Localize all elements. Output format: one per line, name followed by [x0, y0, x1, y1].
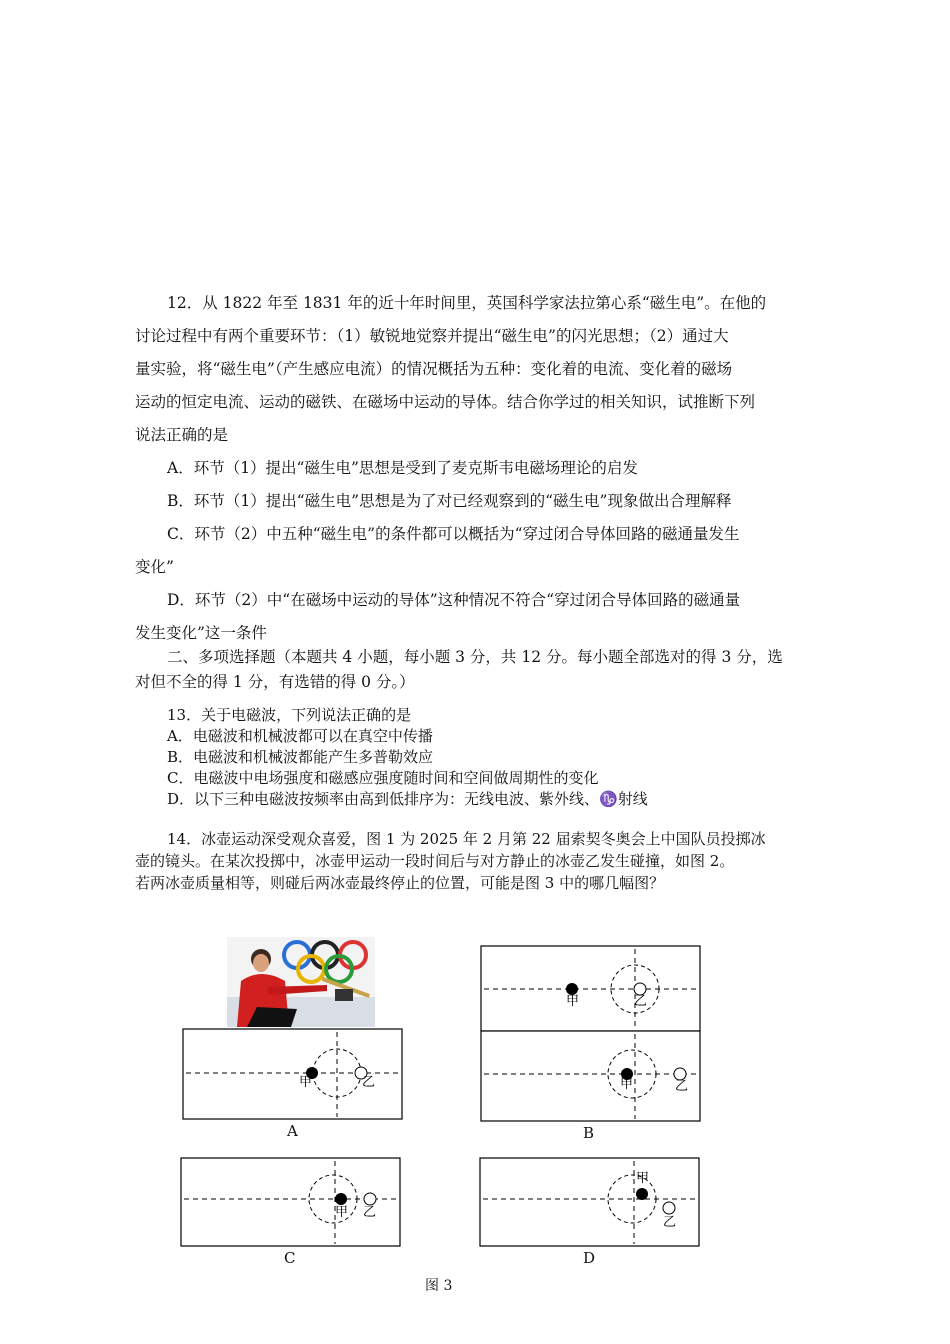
stone-jia-label: 甲 [299, 1075, 313, 1090]
stone-yi-label: 乙 [634, 994, 648, 1009]
q14-line: 若两冰壶质量相等，则碰后两冰壶最终停止的位置，可能是图 3 中的哪几幅图？ [135, 874, 665, 892]
stone-yi-label: 乙 [363, 1205, 377, 1220]
section-line: 二、多项选择题（本题共 4 小题，每小题 3 分，共 12 分。每小题全部选对的得 3 分，选 [167, 648, 783, 666]
panel-d-caption: D [583, 1249, 596, 1267]
q12-option-d: D．环节（2）中“在磁场中运动的导体”这种情况不符合“穿过闭合导体回路的磁通量 [167, 591, 741, 609]
q13-option-d: D．以下三种电磁波按频率由高到低排序为：无线电波、紫外线、♑射线 [167, 790, 648, 808]
stone-yi-label: 乙 [663, 1215, 677, 1230]
stone-jia-label: 甲 [335, 1205, 349, 1220]
q13-option-a: A．电磁波和机械波都可以在真空中传播 [167, 727, 433, 745]
section-2-header [135, 645, 815, 695]
stone-jia-dot [335, 1193, 347, 1205]
q14-line: 14．冰壶运动深受观众喜爱，图 1 为 2025 年 2 月第 22 届索契冬奥会上中国队员投掷冰 [167, 830, 766, 848]
curling-photo [227, 937, 375, 1027]
q12-option-c: C．环节（2）中五种“磁生电”的条件都可以概括为“穿过闭合导体回路的磁通量发生 [167, 525, 740, 543]
figure-3-caption: 图 3 [425, 1278, 453, 1294]
stone-yi-label: 乙 [675, 1079, 689, 1094]
panel-c-caption: C [284, 1249, 296, 1267]
stone-yi-dot [364, 1193, 376, 1205]
stone-jia-label: 甲 [620, 1077, 634, 1092]
panel-a-caption: A [287, 1122, 298, 1140]
panel-b-caption: B [583, 1124, 595, 1142]
stone-jia-dot [636, 1188, 648, 1200]
q12-option-b: B．环节（1）提出“磁生电”思想是为了对已经观察到的“磁生电”现象做出合理解释 [167, 492, 732, 510]
q12-option-a: A．环节（1）提出“磁生电”思想是受到了麦克斯韦电磁场理论的启发 [167, 459, 638, 477]
panel-b [480, 1030, 702, 1128]
q13-stem: 13．关于电磁波，下列说法正确的是 [167, 706, 412, 724]
stone-yi-label: 乙 [362, 1075, 376, 1090]
panel-c [180, 1157, 402, 1253]
panel-d [479, 1157, 701, 1253]
q12-line: 12．从 1822 年至 1831 年的近十年时间里，英国科学家法拉第心系“磁生电”。在他的 [167, 294, 767, 312]
q12-option-c-cont: 变化” [135, 558, 174, 576]
question-14 [135, 828, 815, 894]
stone-yi-dot [663, 1202, 675, 1214]
stone-jia-label: 甲 [636, 1171, 650, 1186]
question-13 [135, 705, 815, 810]
q12-option-d-cont: 发生变化”这一条件 [135, 624, 267, 642]
question-12 [135, 287, 815, 650]
q12-line: 说法正确的是 [135, 426, 229, 444]
q13-option-b: B．电磁波和机械波都能产生多普勒效应 [167, 748, 434, 766]
figure-2-panel [480, 945, 702, 1039]
q12-line: 讨论过程中有两个重要环节：（1）敏锐地觉察并提出“磁生电”的闪光思想；（2）通过大 [135, 327, 729, 345]
q12-line: 运动的恒定电流、运动的磁铁、在磁场中运动的导体。结合你学过的相关知识，试推断下列 [135, 393, 756, 411]
q14-line: 壶的镜头。在某次投掷中，冰壶甲运动一段时间后与对方静止的冰壶乙发生碰撞，如图 2。 [135, 852, 735, 870]
q13-option-c: C．电磁波中电场强度和磁感应强度随时间和空间做周期性的变化 [167, 769, 599, 787]
panel-a [182, 1028, 404, 1126]
stone-jia-label: 甲 [566, 994, 580, 1009]
q12-line: 量实验，将“磁生电”（产生感应电流）的情况概括为五种：变化着的电流、变化着的磁场 [135, 360, 733, 378]
section-line: 对但不全的得 1 分，有选错的得 0 分。） [135, 673, 415, 691]
